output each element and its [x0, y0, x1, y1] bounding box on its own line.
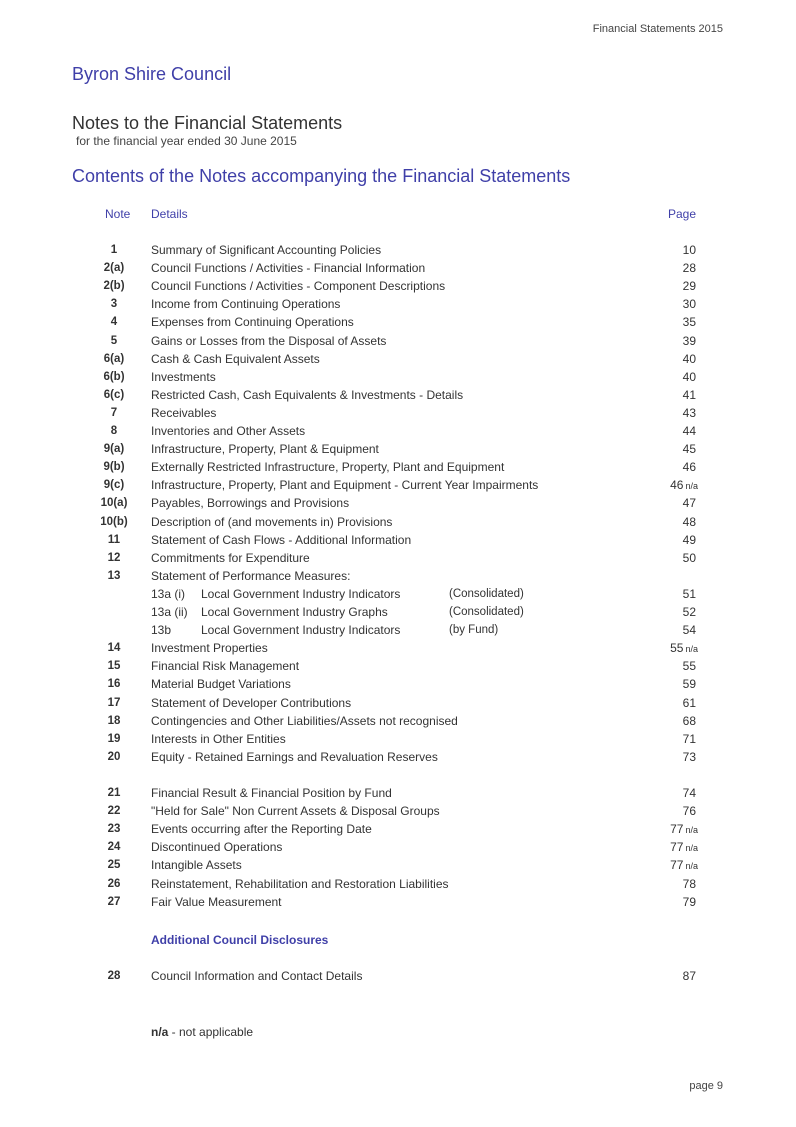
- table-row: [0, 259, 796, 277]
- note-number: 7: [110, 406, 118, 419]
- note-details: Expenses from Continuing Operations: [151, 315, 354, 330]
- note-number: 28: [107, 970, 121, 982]
- page-value: 74: [682, 786, 696, 800]
- page-value: 76: [682, 804, 696, 819]
- notes-subtitle: for the financial year ended 30 June 2015: [76, 134, 297, 148]
- column-header-note: Note: [105, 207, 131, 221]
- note-page: [683, 657, 696, 675]
- note-details: Infrastructure, Property, Plant and Equipment - Current Year Impairments: [151, 478, 539, 493]
- note-page: [683, 277, 696, 295]
- subnote-scope: (by Fund): [449, 624, 499, 637]
- legend-text: - not applicable: [168, 1025, 254, 1039]
- table-row: [0, 404, 796, 422]
- note-details: Discontinued Operations: [151, 840, 283, 855]
- table-row: [0, 476, 796, 494]
- note-page: [683, 802, 696, 820]
- note-page: [683, 603, 696, 621]
- note-details: "Held for Sale" Non Current Assets & Disposal Groups: [151, 804, 440, 819]
- table-row: [0, 513, 796, 531]
- table-row: [0, 675, 796, 693]
- note-details: Investments: [151, 369, 216, 384]
- note-number: 16: [107, 678, 121, 691]
- page-value: 30: [682, 297, 696, 312]
- note-number: 27: [107, 895, 121, 908]
- table-row: [0, 838, 796, 856]
- note-details: Commitments for Expenditure: [151, 550, 310, 565]
- table-row: [0, 875, 796, 893]
- page-value: 52: [682, 605, 696, 619]
- note-page: [683, 585, 696, 603]
- not-applicable-flag: n/a: [685, 644, 698, 655]
- note-details: Council Functions / Activities - Financial Information: [151, 261, 426, 276]
- note-page: [683, 748, 696, 766]
- note-page: [683, 967, 696, 985]
- note-details: Receivables: [151, 405, 217, 420]
- note-number: 9(c): [103, 479, 125, 492]
- table-row: [0, 531, 796, 549]
- table-row: [0, 820, 796, 838]
- page-value: 28: [682, 261, 696, 276]
- note-page: [683, 694, 696, 712]
- note-details: Financial Result & Financial Position by Fund: [151, 786, 392, 800]
- note-page: [670, 476, 698, 495]
- note-page: [670, 856, 698, 875]
- note-page: [670, 838, 698, 857]
- note-number: 26: [107, 877, 121, 890]
- note-number: 1: [110, 244, 118, 256]
- note-number: 3: [110, 298, 118, 311]
- note-details: Restricted Cash, Cash Equivalents & Investments - Details: [151, 387, 464, 402]
- note-page: [683, 458, 696, 476]
- note-page: [683, 295, 696, 313]
- page-value: 79: [682, 894, 696, 909]
- note-details: Gains or Losses from the Disposal of Assets: [151, 333, 387, 348]
- table-row: [0, 856, 796, 874]
- note-page: [683, 386, 696, 404]
- table-row: [0, 350, 796, 368]
- note-number: 10(b): [100, 515, 128, 528]
- note-number: 25: [107, 859, 121, 872]
- note-number: 21: [107, 787, 121, 799]
- note-details: Interests in Other Entities: [151, 731, 286, 746]
- note-details: Summary of Significant Accounting Policies: [151, 243, 382, 257]
- note-details: Council Functions / Activities - Component Descriptions: [151, 279, 446, 294]
- note-number: 14: [107, 642, 121, 655]
- note-details: Material Budget Variations: [151, 677, 291, 692]
- note-number: 6(a): [103, 352, 125, 365]
- not-applicable-flag: n/a: [685, 481, 698, 492]
- table-row: [0, 313, 796, 331]
- note-page: [670, 820, 698, 839]
- column-header-details: Details: [151, 207, 188, 221]
- not-applicable-flag: n/a: [685, 843, 698, 854]
- table-row: [0, 549, 796, 567]
- page-value: 43: [682, 405, 696, 420]
- note-number: 9(a): [103, 443, 125, 456]
- note-details: Description of (and movements in) Provisions: [151, 514, 393, 529]
- table-row: [0, 784, 796, 802]
- table-row: [0, 332, 796, 350]
- notes-title: Notes to the Financial Statements: [72, 113, 343, 133]
- council-name: Byron Shire Council: [72, 64, 232, 84]
- note-page: [683, 893, 696, 911]
- table-row: [0, 639, 796, 657]
- note-number: 5: [110, 334, 118, 347]
- note-number: 6(c): [103, 388, 125, 401]
- page-value: 46: [670, 478, 684, 493]
- note-number: 20: [107, 750, 121, 763]
- table-row: [0, 730, 796, 748]
- note-number: 19: [107, 732, 121, 745]
- subnote-scope: (Consolidated): [449, 606, 524, 618]
- note-number: 4: [110, 316, 118, 329]
- subnote-code: 13a (ii): [151, 605, 188, 619]
- note-page: [683, 368, 696, 386]
- note-number: 2(b): [103, 280, 125, 293]
- legend-abbr: n/a: [151, 1025, 169, 1039]
- note-number: 11: [107, 533, 121, 546]
- note-number: 13: [107, 569, 121, 582]
- note-page: [670, 639, 698, 658]
- note-number: 24: [107, 841, 121, 854]
- page-value: 54: [682, 623, 696, 638]
- note-page: [683, 241, 696, 259]
- table-row: [0, 458, 796, 476]
- report-header: Financial Statements 2015: [592, 23, 723, 35]
- subnote-details: Local Government Industry Indicators: [201, 623, 401, 638]
- note-page: [683, 259, 696, 277]
- subnote-code: 13a (i): [151, 586, 186, 601]
- page-value: 77: [670, 822, 684, 837]
- note-number: 2(a): [103, 262, 125, 275]
- note-page: [683, 549, 696, 567]
- note-page: [683, 332, 696, 350]
- note-details: Payables, Borrowings and Provisions: [151, 496, 350, 511]
- table-row: [0, 748, 796, 766]
- page-value: 87: [682, 969, 696, 983]
- page-value: 77: [670, 840, 684, 855]
- table-row: [0, 295, 796, 313]
- note-number: 17: [107, 696, 121, 709]
- page-value: 44: [682, 424, 696, 438]
- subnote-code: 13b: [151, 623, 172, 638]
- note-number: 22: [107, 805, 121, 818]
- page-value: 61: [682, 695, 696, 710]
- table-subrow: [0, 603, 796, 621]
- page-value: 40: [682, 369, 696, 384]
- note-page: [683, 784, 696, 802]
- page-value: 78: [682, 876, 696, 891]
- not-applicable-flag: n/a: [685, 825, 698, 836]
- note-details: Contingencies and Other Liabilities/Assets not recognised: [151, 713, 458, 728]
- column-header-page: Page: [667, 207, 696, 221]
- legend: [151, 1025, 253, 1039]
- table-row: [0, 386, 796, 404]
- subnote-scope: (Consolidated): [449, 587, 524, 600]
- note-number: 6(b): [103, 370, 125, 383]
- note-details: Equity - Retained Earnings and Revaluation Reserves: [151, 749, 438, 764]
- note-number: 8: [110, 425, 118, 437]
- note-page: [683, 404, 696, 422]
- page-value: 45: [682, 442, 696, 457]
- page-value: 71: [682, 731, 696, 746]
- note-page: [683, 440, 696, 458]
- note-details: Council Information and Contact Details: [151, 969, 363, 983]
- note-details: Financial Risk Management: [151, 659, 300, 674]
- note-number: 18: [107, 714, 121, 727]
- page-value: 48: [682, 514, 696, 529]
- note-page: [683, 350, 696, 368]
- page-value: 73: [682, 749, 696, 764]
- note-number: 9(b): [103, 461, 125, 474]
- note-page: [683, 621, 696, 639]
- note-details: Fair Value Measurement: [151, 894, 282, 909]
- page-value: 39: [682, 333, 696, 348]
- note-details: Events occurring after the Reporting Date: [151, 822, 372, 837]
- table-row: [0, 277, 796, 295]
- page-value: 29: [682, 279, 696, 294]
- page-value: 51: [682, 586, 696, 601]
- note-details: Income from Continuing Operations: [151, 297, 341, 312]
- additional-disclosures-heading: Additional Council Disclosures: [151, 933, 329, 947]
- page-value: 77: [670, 858, 684, 873]
- table-row: [0, 712, 796, 730]
- note-number: 23: [107, 823, 121, 836]
- note-page: [683, 422, 696, 440]
- note-page: [683, 513, 696, 531]
- note-details: Inventories and Other Assets: [151, 424, 306, 438]
- page-value: 41: [682, 387, 696, 402]
- page-value: 55: [670, 641, 684, 656]
- note-details: Investment Properties: [151, 641, 268, 656]
- note-page: [683, 875, 696, 893]
- note-number: 10(a): [100, 497, 128, 510]
- table-row: [0, 440, 796, 458]
- page-value: 55: [682, 659, 696, 674]
- table-row: [0, 241, 796, 259]
- table-row: [0, 967, 796, 985]
- table-row: [0, 368, 796, 386]
- table-subrow: [0, 621, 796, 639]
- page-value: 59: [682, 677, 696, 692]
- subnote-details: Local Government Industry Indicators: [201, 586, 401, 601]
- page-value: 68: [682, 713, 696, 728]
- note-details: Cash & Cash Equivalent Assets: [151, 351, 320, 366]
- note-number: 15: [107, 660, 121, 673]
- note-page: [683, 712, 696, 730]
- note-page: [683, 531, 696, 549]
- note-details: Externally Restricted Infrastructure, Property, Plant and Equipment: [151, 460, 505, 475]
- not-applicable-flag: n/a: [685, 861, 698, 872]
- note-details: Statement of Cash Flows - Additional Information: [151, 532, 412, 547]
- page-number: page 9: [689, 1080, 723, 1092]
- page-value: 46: [682, 460, 696, 475]
- note-details: Intangible Assets: [151, 858, 242, 873]
- page-value: 10: [682, 243, 696, 257]
- table-row: [0, 657, 796, 675]
- note-number: 12: [107, 551, 121, 564]
- subnote-details: Local Government Industry Graphs: [201, 605, 388, 619]
- note-page: [683, 494, 696, 512]
- note-page: [683, 675, 696, 693]
- table-row: [0, 494, 796, 512]
- note-page: [683, 313, 696, 331]
- table-row: [0, 567, 796, 585]
- page-value: 47: [682, 496, 696, 511]
- table-subrow: [0, 585, 796, 603]
- page-value: 40: [682, 351, 696, 366]
- note-details: Reinstatement, Rehabilitation and Restoration Liabilities: [151, 876, 449, 891]
- page-value: 35: [682, 315, 696, 330]
- note-page: [683, 730, 696, 748]
- table-row: [0, 694, 796, 712]
- note-details: Statement of Performance Measures:: [151, 568, 351, 583]
- page-value: 50: [682, 550, 696, 565]
- table-row: [0, 893, 796, 911]
- contents-title: Contents of the Notes accompanying the Financial Statements: [72, 166, 571, 186]
- table-row: [0, 422, 796, 440]
- page-value: 49: [682, 532, 696, 547]
- note-details: Infrastructure, Property, Plant & Equipment: [151, 442, 379, 457]
- table-row: [0, 802, 796, 820]
- note-details: Statement of Developer Contributions: [151, 695, 352, 710]
